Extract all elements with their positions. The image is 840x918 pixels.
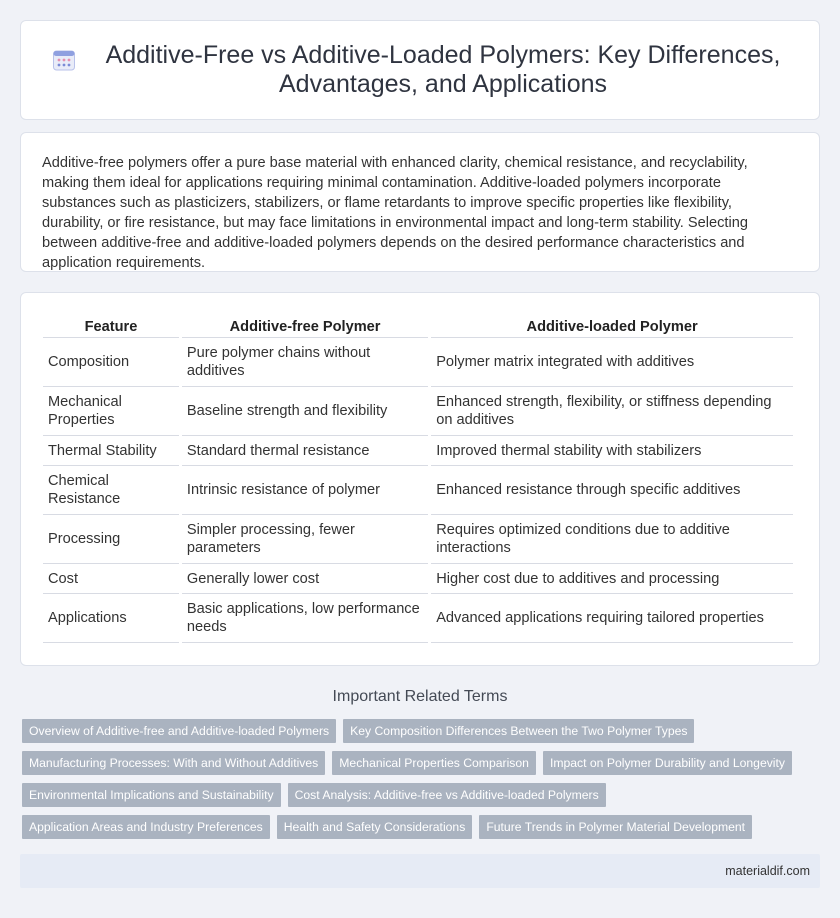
intro-card [20, 132, 820, 272]
table-cell-additive-loaded: Enhanced resistance through specific additives [431, 466, 793, 515]
table-cell-additive-loaded: Advanced applications requiring tailored properties [431, 594, 793, 643]
table-cell-additive-free: Simpler processing, fewer parameters [182, 515, 428, 564]
comparison-table [40, 311, 796, 643]
table-row [43, 436, 793, 466]
related-term-tag[interactable]: Cost Analysis: Additive-free vs Additive-loaded Polymers [288, 783, 606, 807]
table-cell-additive-loaded: Enhanced strength, flexibility, or stiffness depending on additives [431, 387, 793, 436]
footer [20, 854, 820, 888]
table-cell-additive-loaded: Higher cost due to additives and processing [431, 564, 793, 594]
header-card [20, 20, 820, 120]
related-term-tag[interactable]: Health and Safety Considerations [277, 815, 473, 839]
table-row [43, 515, 793, 564]
related-term-tag[interactable]: Impact on Polymer Durability and Longevity [543, 751, 792, 775]
table-cell-feature: Composition [43, 338, 179, 387]
table-header-row [43, 311, 793, 338]
footer-site-link[interactable]: materialdif.com [725, 864, 810, 878]
related-term-tag[interactable]: Environmental Implications and Sustainability [22, 783, 281, 807]
table-row [43, 594, 793, 643]
header-feature: Feature [43, 311, 179, 338]
table-cell-feature: Mechanical Properties [43, 387, 179, 436]
table-cell-additive-loaded: Requires optimized conditions due to additive interactions [431, 515, 793, 564]
table-row [43, 387, 793, 436]
related-terms-heading: Important Related Terms [332, 688, 508, 705]
table-cell-additive-free: Pure polymer chains without additives [182, 338, 428, 387]
table-row [43, 338, 793, 387]
table-cell-additive-loaded: Polymer matrix integrated with additives [431, 338, 793, 387]
page-title: Additive-Free vs Additive-Loaded Polymers: Key Differences, Advantages, and Applications [105, 41, 781, 98]
related-term-tag[interactable]: Key Composition Differences Between the Two Polymer Types [343, 719, 694, 743]
header-additive-free: Additive-free Polymer [182, 311, 428, 338]
tag-row [22, 719, 812, 743]
table-cell-additive-free: Standard thermal resistance [182, 436, 428, 466]
header-additive-loaded: Additive-loaded Polymer [431, 311, 793, 338]
table-cell-additive-free: Basic applications, low performance needs [182, 594, 428, 643]
tag-row [22, 783, 812, 807]
table-cell-feature: Thermal Stability [43, 436, 179, 466]
related-term-tag[interactable]: Manufacturing Processes: With and Without Additives [22, 751, 325, 775]
tag-row [22, 751, 812, 775]
table-cell-additive-free: Baseline strength and flexibility [182, 387, 428, 436]
table-row [43, 564, 793, 594]
related-term-tag[interactable]: Application Areas and Industry Preferences [22, 815, 270, 839]
related-term-tag[interactable]: Future Trends in Polymer Material Development [479, 815, 752, 839]
title-wrap [40, 41, 800, 99]
comparison-table-card [20, 292, 820, 666]
related-terms-tags [22, 719, 812, 847]
table-cell-feature: Applications [43, 594, 179, 643]
tag-row [22, 815, 812, 839]
intro-paragraph: Additive-free polymers offer a pure base material with enhanced clarity, chemical resistance, and recyclability, making them ideal for applications requiring minimal contamination. Additive-loaded polymers incorporate substances such as plasticizers, stabilizers, or flame retardants to improve specific properties like flexibility, durability, or fire resistance, but may face limitations in environmental impact and long-term stability. Selecting between additive-free and additive-loaded polymers depends on the desired performance characteristics and application requirements. [42, 155, 748, 271]
table-cell-additive-free: Intrinsic resistance of polymer [182, 466, 428, 515]
table-row [43, 466, 793, 515]
related-term-tag[interactable]: Mechanical Properties Comparison [332, 751, 536, 775]
calendar-icon [52, 48, 76, 72]
table-cell-additive-loaded: Improved thermal stability with stabilizers [431, 436, 793, 466]
related-term-tag[interactable]: Overview of Additive-free and Additive-loaded Polymers [22, 719, 336, 743]
table-cell-feature: Cost [43, 564, 179, 594]
table-cell-feature: Chemical Resistance [43, 466, 179, 515]
table-cell-additive-free: Generally lower cost [182, 564, 428, 594]
table-cell-feature: Processing [43, 515, 179, 564]
